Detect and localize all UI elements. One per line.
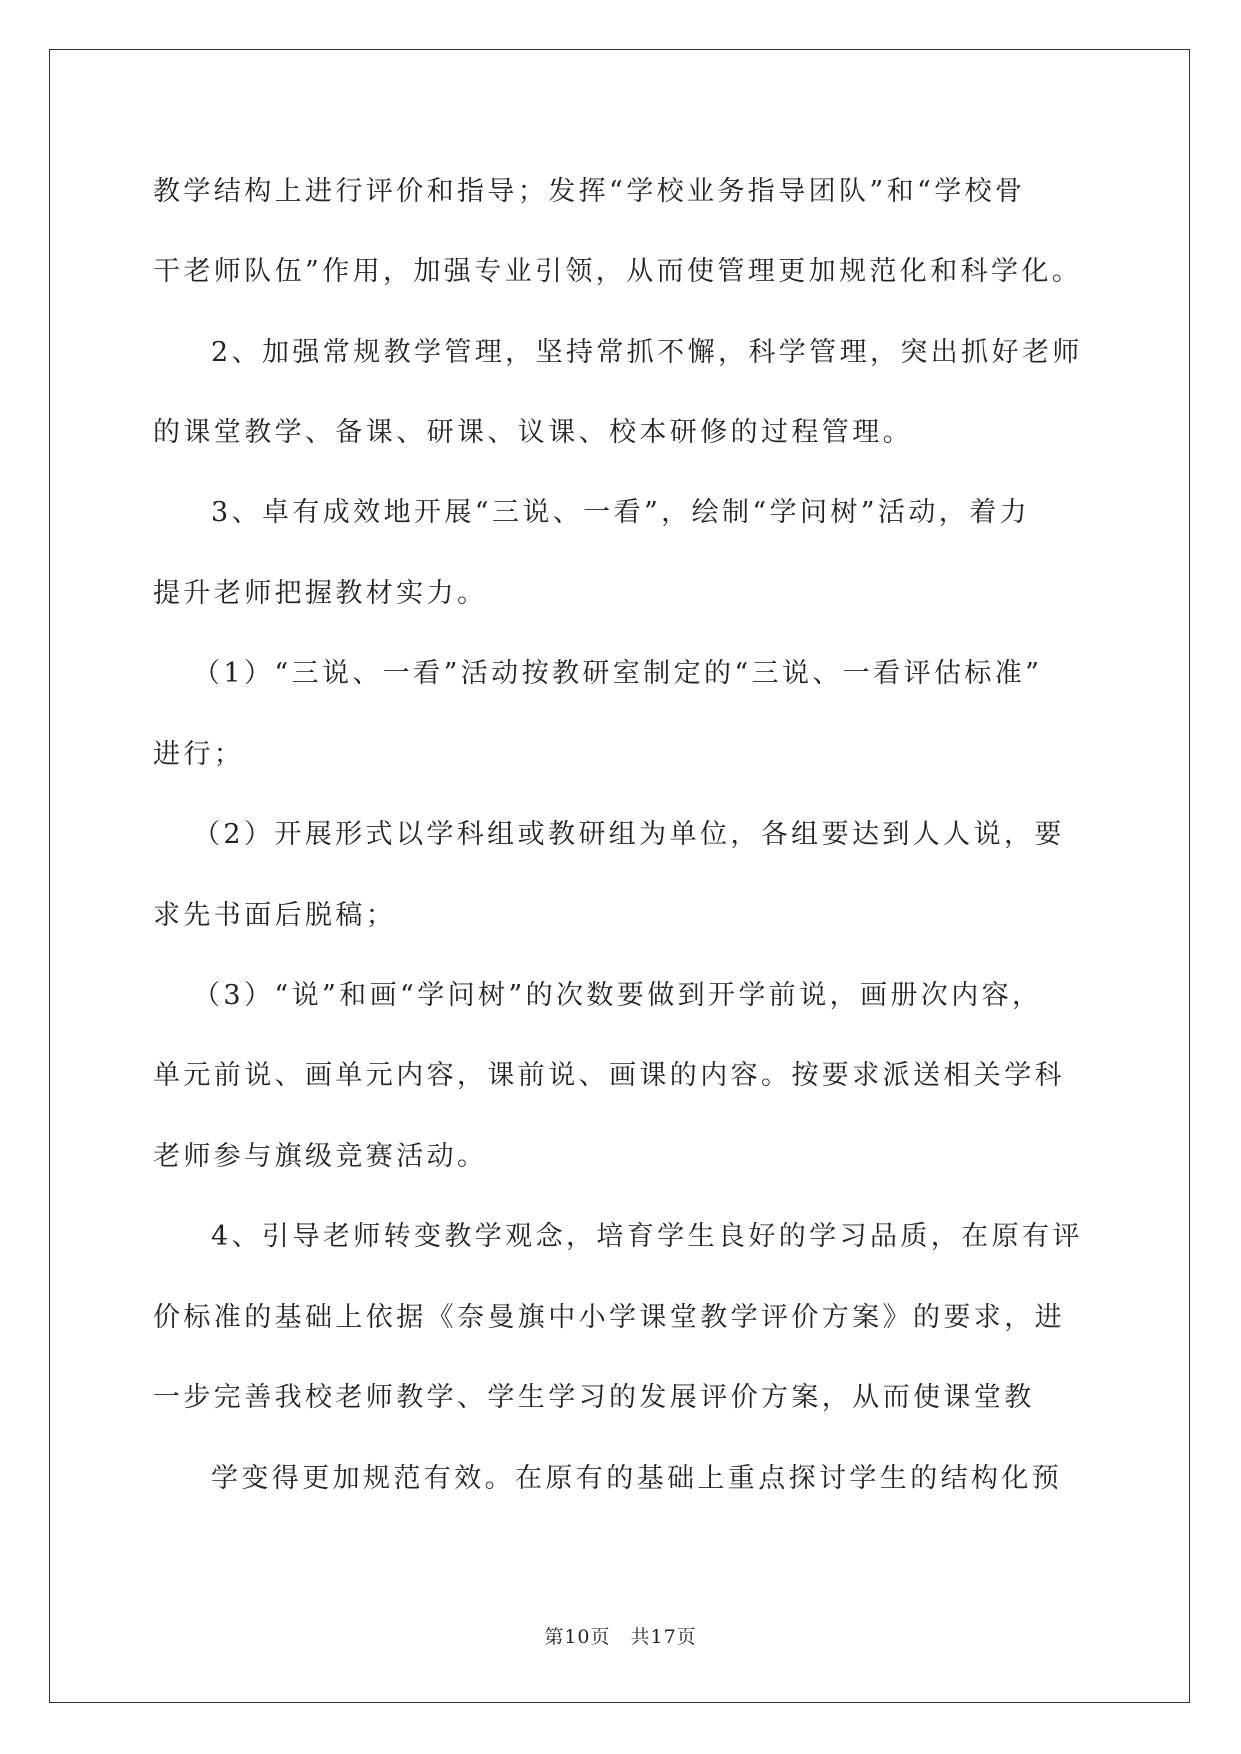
- text-line: 学变得更加规范有效。在原有的基础上重点探讨学生的结构化预: [211, 1463, 1063, 1494]
- paragraph-3-start: 3、卓有成效地开展“三说、一看”，绘制“学问树”活动，着力: [211, 497, 1030, 528]
- text-line: 干老师队伍”作用，加强专业引领，从而使管理更加规范化和科学化。: [153, 256, 1083, 287]
- item-2-start: （2）开展形式以学科组或教研组为单位，各组要达到人人说，要: [193, 819, 1065, 850]
- paragraph-2-start: 2、加强常规教学管理，坚持常抓不懈，科学管理，突出抓好老师: [211, 337, 1083, 368]
- text-line: 一步完善我校老师教学、学生学习的发展评价方案，从而使课堂教: [153, 1382, 1035, 1413]
- item-3-start: （3）“说”和画“学问树”的次数要做到开学前说，画册次内容，: [193, 980, 1043, 1011]
- paragraph-4-start: 4、引导老师转变教学观念，培育学生良好的学习品质，在原有评: [211, 1221, 1083, 1252]
- text-line: 价标准的基础上依据《奈曼旗中小学课堂教学评价方案》的要求，进: [153, 1302, 1065, 1333]
- text-line: 求先书面后脱稿；: [153, 900, 397, 931]
- text-line: 进行；: [153, 739, 245, 770]
- text-line: 单元前说、画单元内容，课前说、画课的内容。按要求派送相关学科: [153, 1060, 1065, 1091]
- text-line: 老师参与旗级竞赛活动。: [153, 1141, 488, 1172]
- text-line: 的课堂教学、备课、研课、议课、校本研修的过程管理。: [153, 417, 913, 448]
- page-number-footer: 第10页 共17页: [544, 1626, 697, 1648]
- item-1-start: （1）“三说、一看”活动按教研室制定的“三说、一看评估标准”: [193, 658, 1043, 689]
- text-line: 教学结构上进行评价和指导；发挥“学校业务指导团队”和“学校骨: [153, 176, 1026, 207]
- text-line: 提升老师把握教材实力。: [153, 578, 488, 609]
- page-border: [49, 49, 1190, 1703]
